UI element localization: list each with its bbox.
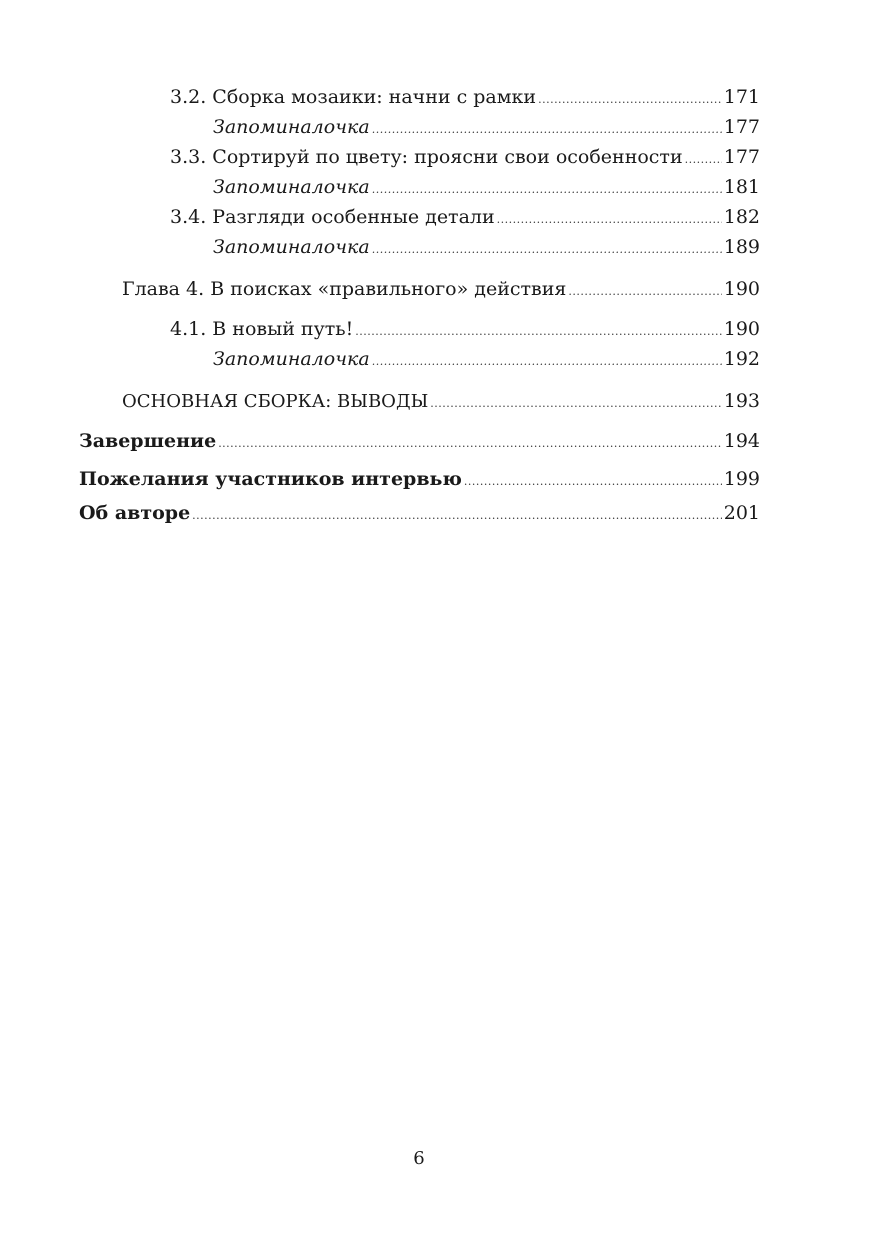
dot-leader — [464, 467, 722, 497]
toc-entry-memo — [213, 172, 760, 202]
page-number: 6 — [413, 1148, 425, 1169]
dot-leader — [372, 347, 722, 377]
toc-entry-page: 193 — [723, 390, 760, 412]
toc-entry-conclusion — [79, 426, 760, 456]
toc-entry-page: 177 — [723, 116, 760, 138]
dot-leader — [372, 115, 722, 145]
toc-entry-title: 3.4. Разгляди особенные детали — [170, 206, 495, 228]
toc-entry-3-4 — [170, 202, 760, 232]
toc-entry-memo — [213, 344, 760, 374]
toc-entry-page: 194 — [723, 430, 760, 452]
dot-leader — [538, 85, 722, 115]
dot-leader — [568, 277, 721, 307]
toc-entry-title: ОСНОВНАЯ СБОРКА: ВЫВОДЫ — [122, 391, 429, 412]
dot-leader — [372, 235, 722, 265]
dot-leader — [430, 389, 721, 419]
table-of-contents — [0, 82, 876, 528]
dot-leader — [192, 501, 722, 531]
toc-entry-memo — [213, 232, 760, 262]
toc-entry-title: 3.3. Сортируй по цвету: проясни свои особенности — [170, 146, 683, 168]
toc-entry-title: Об авторе — [79, 502, 191, 524]
toc-entry-title: Запоминалочка — [213, 236, 370, 258]
toc-entry-page: 190 — [723, 278, 760, 300]
toc-entry-4-1 — [170, 314, 760, 344]
toc-entry-page: 177 — [723, 146, 760, 168]
dot-leader — [685, 145, 722, 175]
toc-entry-title: Завершение — [79, 430, 217, 452]
dot-leader — [497, 205, 722, 235]
toc-entry-page: 181 — [723, 176, 760, 198]
toc-entry-participant-wishes — [79, 464, 760, 494]
toc-entry-page: 171 — [723, 86, 760, 108]
dot-leader — [355, 317, 721, 347]
toc-entry-3-2 — [170, 82, 760, 112]
toc-entry-page: 189 — [723, 236, 760, 258]
toc-entry-page: 190 — [723, 318, 760, 340]
toc-entry-title: 3.2. Сборка мозаики: начни с рамки — [170, 86, 537, 108]
toc-entry-chapter-4 — [122, 274, 760, 304]
dot-leader — [218, 429, 722, 459]
toc-entry-main-conclusions — [122, 386, 760, 416]
toc-entry-title: Запоминалочка — [213, 176, 370, 198]
toc-entry-page: 182 — [723, 206, 760, 228]
toc-entry-title: Запоминалочка — [213, 116, 370, 138]
toc-entry-about-author — [79, 498, 760, 528]
toc-entry-page: 201 — [723, 502, 760, 524]
toc-entry-memo — [213, 112, 760, 142]
toc-entry-3-3 — [170, 142, 760, 172]
toc-entry-title: Запоминалочка — [213, 348, 370, 370]
toc-entry-title: 4.1. В новый путь! — [170, 318, 354, 340]
toc-entry-title: Пожелания участников интервью — [79, 468, 462, 490]
dot-leader — [372, 175, 722, 205]
toc-entry-page: 192 — [723, 348, 760, 370]
toc-entry-page: 199 — [723, 468, 760, 490]
toc-entry-title: Глава 4. В поисках «правильного» действия — [122, 278, 567, 300]
